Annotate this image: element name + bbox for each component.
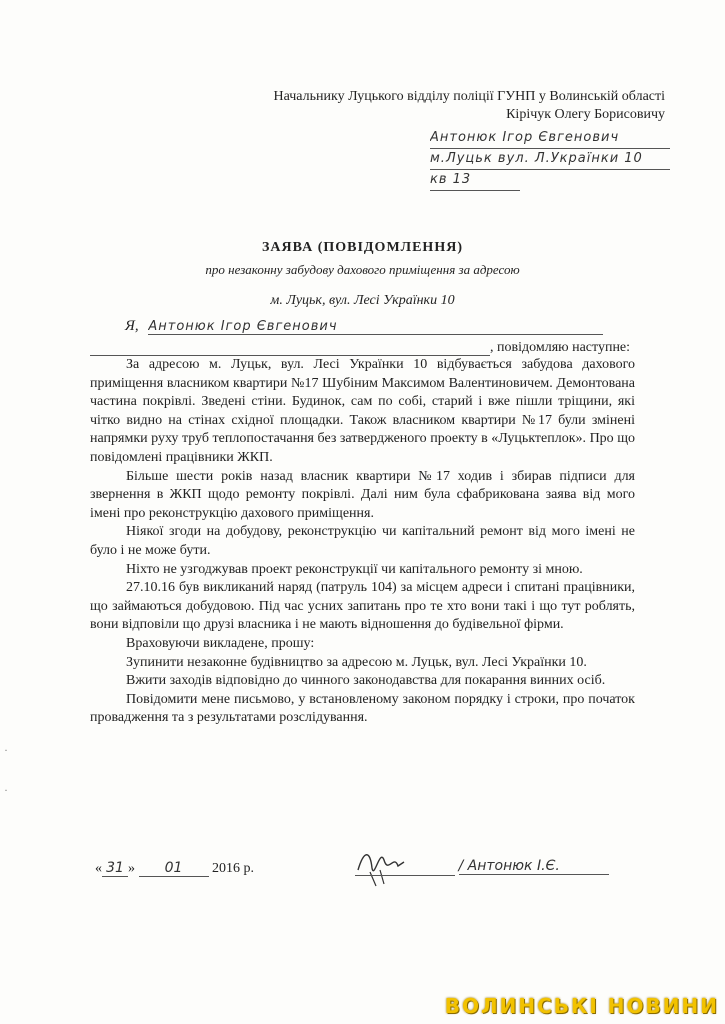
signature-name-handwritten: / Антонюк І.Є. xyxy=(459,858,609,875)
date-line xyxy=(95,860,254,877)
signature-line xyxy=(355,858,609,876)
applicant-prefix: Я, xyxy=(125,318,139,334)
applicant-line xyxy=(125,318,635,335)
paragraph: 27.10.16 був викликаний наряд (патруль 104) за місцем адреси і спитані працівники, що займаються добудовою. Під час усних запитань про те хто вони такі і що тут роблять, вони відповіли що друзі власника і не мають відношення до будівельної фірми. xyxy=(90,580,635,633)
margin-tick-icon: · xyxy=(4,783,8,797)
date-day-handwritten: 31 xyxy=(102,860,128,877)
sender-name-handwritten: Антонюк Ігор Євгенович xyxy=(430,128,670,149)
paragraph: За адресою м. Луцьк, вул. Лесі Українки 10 відбувається забудова дахового приміщення власником квартири №17 Шубіним Максимом Валентиновичем. Демонтована частина покрівлі. Зведені стіни. Будинок, сам по собі, старий і вже пішли тріщини, які чітко видно на стінах східної площадки. Також власником квартири №17 були змінені напрямки руху труб теплопостачання без затвердженого проекту в «Луцьктеплок». Про що повідомлені працівники ЖКП. xyxy=(90,357,635,465)
document-heading: ЗАЯВА (ПОВІДОМЛЕННЯ) xyxy=(262,240,463,255)
document-body xyxy=(90,356,635,728)
date-open-quote: « xyxy=(95,861,102,876)
addressee-block xyxy=(273,88,665,124)
margin-marks xyxy=(4,730,8,810)
addressee-line-2: Кірічук Олегу Борисовичу xyxy=(506,107,665,122)
paragraph: Ніхто не узгоджував проект реконструкції чи капітального ремонту зі мною. xyxy=(126,561,583,577)
date-year: 2016 р. xyxy=(212,861,254,876)
paragraph: Повідомити мене письмово, у встановленому законом порядку і строки, про початок провадження та з результатами розслідування. xyxy=(90,691,635,726)
margin-tick-icon: · xyxy=(4,743,8,757)
date-close-quote: » xyxy=(128,861,135,876)
paragraph: Враховуючи викладене, прошу: xyxy=(126,635,315,651)
date-month-handwritten: 01 xyxy=(139,860,209,877)
sender-address-handwritten: м.Луцьк вул. Л.Українки 10 xyxy=(430,149,670,170)
paragraph: Зупинити незаконне будівництво за адресою м. Луцьк, вул. Лесі Українки 10. xyxy=(126,654,587,670)
paragraph: Ніякої згоди на добудову, реконструкцію чи капітальний ремонт від мого імені не було і не може бути. xyxy=(90,524,635,558)
paragraph: Вжити заходів відповідно до чинного законодавства для покарання винних осіб. xyxy=(126,673,606,689)
sender-apartment-handwritten: кв 13 xyxy=(430,170,520,191)
signature-underline xyxy=(355,859,455,876)
paragraph: Більше шести років назад власник квартири №17 ходив і збирав підписи для звернення в ЖКП щодо ремонту покрівлі. Далі ним була сфабрикована заява від мого імені про реконструкцію дахового приміщення. xyxy=(90,468,635,521)
document-subheading: про незаконну забудову дахового приміщення за адресою xyxy=(205,262,520,277)
sender-handwritten-block xyxy=(430,128,670,191)
watermark-logo: ВОЛИНСЬКІ НОВИНИ xyxy=(444,994,719,1018)
applicant-name-handwritten: Антонюк Ігор Євгенович xyxy=(148,319,603,335)
notify-text: , повідомляю наступне: xyxy=(490,340,631,355)
addressee-line-1: Начальнику Луцького відділу поліції ГУНП у Волинській області xyxy=(273,89,665,104)
notify-underline xyxy=(90,341,490,356)
document-address: м. Луцьк, вул. Лесі Українки 10 xyxy=(270,293,455,308)
notify-line xyxy=(90,340,635,356)
